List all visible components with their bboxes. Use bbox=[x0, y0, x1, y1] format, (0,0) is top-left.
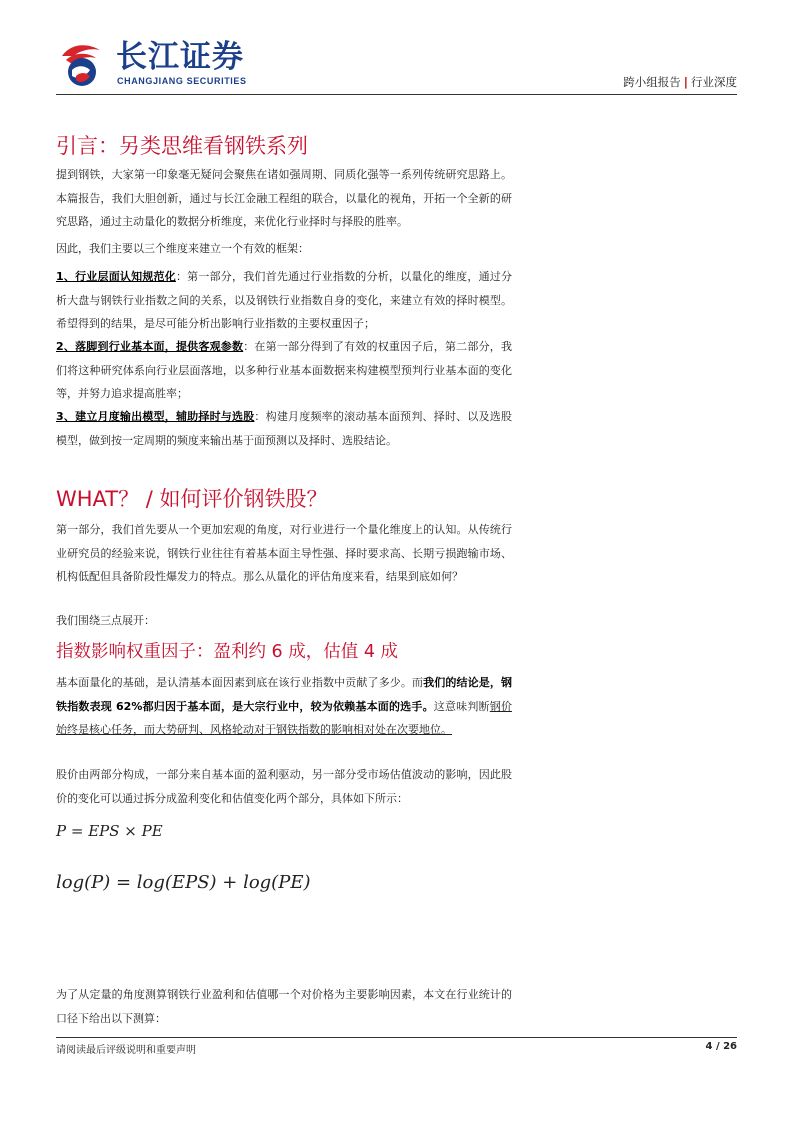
subsection-title: 指数影响权重因子：盈利约 6 成，估值 4 成 bbox=[56, 642, 399, 662]
list-item-1-text: ：第一部分，我们首先通过行业指数的分析，以量化的维度，通过分析大盘与钢铁行业指数之间的关系，以及钢铁行业指数自身的变化，来建立有效的择时模型。希望得到的结果，是尽可能分析出影响行业指数的主要权重因子； bbox=[56, 270, 513, 330]
conclusion-mid: 这意味判断 bbox=[433, 699, 490, 713]
page-header bbox=[0, 0, 793, 100]
section-title-intro: 引言：另类思维看钢铁系列 bbox=[56, 134, 308, 158]
list-item-1 bbox=[56, 265, 512, 336]
paragraph-conclusion bbox=[56, 671, 512, 742]
paragraph-price-composition: 股价由两部分构成，一部分来自基本面的盈利驱动，另一部分受市场估值波动的影响，因此股价的变化可以通过拆分成盈利变化和估值变化两个部分，具体如下所示： bbox=[56, 768, 512, 805]
list-item-3-title: 3、建立月度输出模型，辅助择时与选股 bbox=[56, 410, 255, 423]
paragraph-three-points: 我们围绕三点展开： bbox=[56, 614, 155, 627]
list-item-2-text: ：在第一部分得到了有效的权重因子后，第二部分，我们将这种研究体系向行业层面落地，以多种行业基本面数据来构建模型预判行业基本面的变化等，并努力追求提高胜率； bbox=[56, 340, 512, 400]
formula-log-price: log(P) = log(EPS) + log(PE) bbox=[56, 872, 311, 893]
logo-text-en: CHANGJIANG SECURITIES bbox=[117, 76, 247, 86]
header-divider bbox=[56, 94, 737, 95]
report-type bbox=[623, 74, 737, 90]
divider: | bbox=[683, 75, 688, 89]
paragraph-intro: 提到钢铁，大家第一印象毫无疑问会聚焦在诸如强周期、同质化强等一系列传统研究思路上。本篇报告，我们大胆创新，通过与长江金融工程组的联合，以量化的视角，开拓一个全新的研究思路，通过主动量化的数据分析维度，来优化行业择时与择股的胜率。 bbox=[56, 168, 512, 228]
footer-disclaimer: 请阅读最后评级说明和重要声明 bbox=[56, 1045, 196, 1056]
list-item-1-title: 1、行业层面认知规范化 bbox=[56, 270, 176, 283]
changjiang-logo-icon bbox=[56, 40, 116, 92]
formula-price: P = EPS × PE bbox=[56, 822, 163, 840]
paragraph-measurement: 为了从定量的角度测算钢铁行业盈利和估值哪一个对价格为主要影响因素，本文在行业统计的口径下给出以下测算： bbox=[56, 988, 512, 1025]
conclusion-underline: 钢价始终是核心任务，而大势研判、风格轮动对于钢铁指数的影响相对处在次要地位。 bbox=[56, 699, 512, 736]
footer-divider bbox=[56, 1037, 737, 1038]
list-item-3-text: ：构建月度频率的滚动基本面预判、择时、以及选股模型，做到按一定周期的频度来输出基于面预测以及择时、选股结论。 bbox=[56, 410, 513, 447]
paragraph-framework: 因此，我们主要以三个维度来建立一个有效的框架： bbox=[56, 242, 309, 255]
logo-text-cn: 长江证券 bbox=[116, 39, 244, 75]
report-type-a: 跨小组报告 bbox=[623, 75, 681, 89]
conclusion-bold: 我们的结论是，钢铁指数表现 62%都归因于基本面，是大宗行业中，较为依赖基本面的选手。 bbox=[56, 676, 512, 713]
conclusion-lead: 基本面量化的基础，是认清基本面因素到底在该行业指数中贡献了多少。而 bbox=[56, 676, 424, 689]
page-number: 4 / 26 bbox=[705, 1041, 737, 1052]
list-item-3 bbox=[56, 405, 512, 452]
report-type-b: 行业深度 bbox=[691, 75, 737, 89]
paragraph-what: 第一部分，我们首先要从一个更加宏观的角度，对行业进行一个量化维度上的认知。从传统行业研究员的经验来说，钢铁行业往往有着基本面主导性强、择时要求高、长期亏损跑输市场、机构低配但具备阶段性爆发力的特点。那么从量化的评估角度来看，结果到底如何？ bbox=[56, 523, 512, 583]
list-item-2 bbox=[56, 335, 512, 406]
list-item-2-title: 2、落脚到行业基本面，提供客观参数 bbox=[56, 340, 244, 353]
section-title-what: WHAT？ / 如何评价钢铁股？ bbox=[56, 487, 328, 511]
